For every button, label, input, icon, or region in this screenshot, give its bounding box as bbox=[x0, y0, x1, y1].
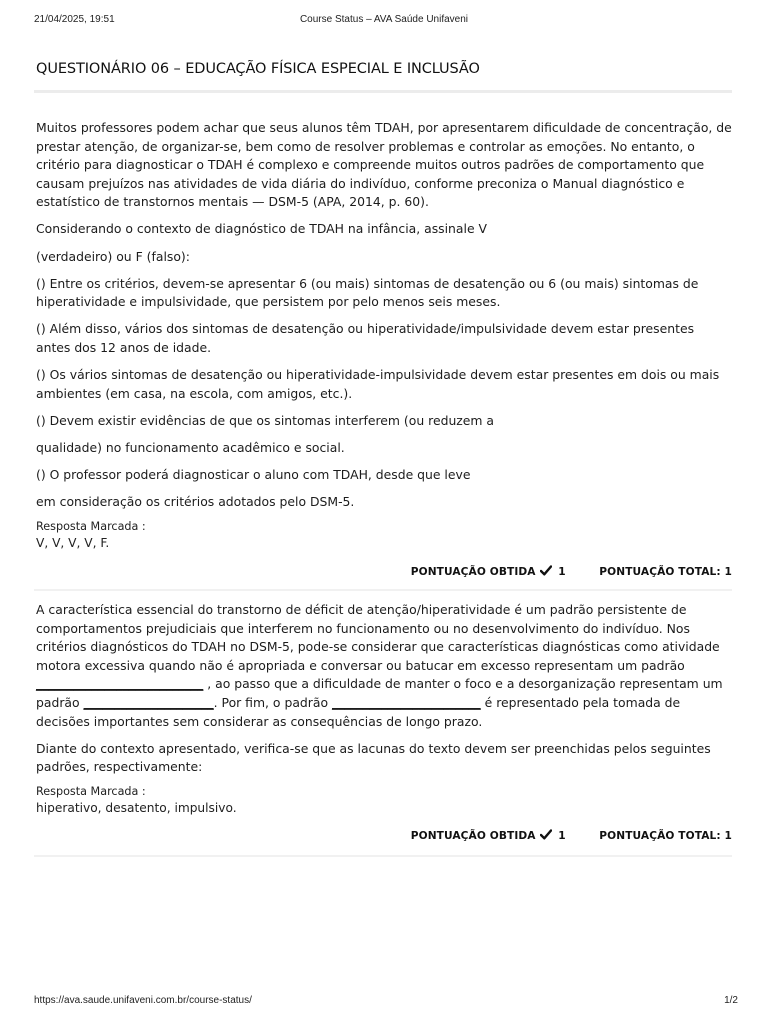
check-icon bbox=[540, 829, 552, 840]
question-1-statement: qualidade) no funcionamento acadêmico e social. bbox=[36, 439, 345, 455]
score-obtained-value: 1 bbox=[558, 566, 566, 578]
title-divider bbox=[34, 90, 732, 93]
score-row bbox=[411, 565, 732, 578]
blank-line: ________________________ bbox=[332, 694, 481, 710]
score-total-value: 1 bbox=[724, 830, 732, 842]
question-1-statement: () Devem existir evidências de que os sintomas interferem (ou reduzem a bbox=[36, 412, 495, 428]
print-document-title: Course Status – AVA Saúde Unifaveni bbox=[299, 14, 469, 25]
question-2-paragraph bbox=[36, 601, 732, 731]
question-divider bbox=[34, 589, 732, 591]
question-1-paragraph: (verdadeiro) ou F (falso): bbox=[36, 248, 190, 264]
score-obtained-label: PONTUAÇÃO OBTIDA bbox=[410, 566, 536, 578]
question-2-text: , ao passo que a dificuldade de manter o foco e a desorganização representam um padrão bbox=[36, 676, 723, 710]
question-divider bbox=[34, 855, 732, 857]
print-datetime: 21/04/2025, 19:51 bbox=[34, 14, 115, 25]
question-1-statement: () Entre os critérios, devem-se apresentar 6 (ou mais) sintomas de desatenção ou 6 (ou mais) sintomas de hiperatividade e impulsividade, que persistem por pelo menos seis meses. bbox=[36, 275, 699, 310]
print-page-number: 1/2 bbox=[724, 995, 738, 1006]
question-2-text: A característica essencial do transtorno de déficit de atenção/hiperatividade é um padrão persistente de comportamentos prejudiciais que interferem no funcionamento ou no desenvolvimento do indivíduo. Nos critérios diagnósticos do TDAH no DSM-5, pode-se considerar que características diagnósticas como atividade motora excessiva quando não é apropriada e conversar ou batucar em excesso representam um padrão bbox=[36, 602, 720, 673]
question-1-statement: () Além disso, vários dos sintomas de desatenção ou hiperatividade/impulsividade devem estar presentes antes dos 12 anos de idade. bbox=[36, 321, 695, 355]
score-row bbox=[411, 829, 732, 842]
question-1 bbox=[36, 119, 732, 551]
page-title: QUESTIONÁRIO 06 – EDUCAÇÃO FÍSICA ESPECIAL E INCLUSÃO bbox=[36, 61, 480, 77]
answer-label: Resposta Marcada : bbox=[36, 520, 146, 534]
score-total-label: PONTUAÇÃO TOTAL: bbox=[599, 566, 721, 578]
answer-value: V, V, V, V, F. bbox=[36, 536, 110, 551]
question-2-text: é representado pela tomada de decisões importantes sem considerar as consequências de longo prazo. bbox=[36, 694, 681, 729]
question-1-paragraph: Considerando o contexto de diagnóstico de TDAH na infância, assinale V bbox=[36, 221, 487, 237]
answer-value: hiperativo, desatento, impulsivo. bbox=[36, 801, 237, 816]
question-2 bbox=[36, 601, 732, 816]
blank-line: _____________________ bbox=[83, 694, 214, 710]
score-obtained-value: 1 bbox=[558, 830, 566, 842]
question-1-paragraph: Muitos professores podem achar que seus alunos têm TDAH, por apresentarem dificuldade de concentração, de prestar atenção, de organizar-se, bem como de resolver problemas e controlar as emoções. No entanto, o critério para diagnosticar o TDAH é complexo e compreende muitos outros padrões de comportamento que causam prejuízos nas atividades de vida diária do indivíduo, conforme preconiza o Manual diagnóstico e estatístico de transtornos mentais — DSM-5 (APA, 2014, p. 60). bbox=[36, 120, 732, 210]
score-obtained-label: PONTUAÇÃO OBTIDA bbox=[410, 830, 536, 842]
score-total-label: PONTUAÇÃO TOTAL: bbox=[599, 830, 721, 842]
question-2-text: . Por fim, o padrão bbox=[213, 694, 329, 710]
print-header bbox=[0, 14, 768, 30]
answer-label: Resposta Marcada : bbox=[36, 785, 146, 799]
score-total-value: 1 bbox=[724, 566, 732, 578]
print-url: https://ava.saude.unifaveni.com.br/course-status/ bbox=[34, 995, 252, 1006]
blank-line: ___________________________ bbox=[36, 676, 204, 692]
question-1-statement: () Os vários sintomas de desatenção ou hiperatividade-impulsividade devem estar presentes em dois ou mais ambientes (em casa, na escola, com amigos, etc.). bbox=[36, 367, 720, 401]
question-2-paragraph: Diante do contexto apresentado, verifica-se que as lacunas do texto devem ser preenchidas pelos seguintes padrões, respectivamente: bbox=[36, 740, 711, 775]
question-1-statement: () O professor poderá diagnosticar o aluno com TDAH, desde que leve bbox=[36, 466, 471, 482]
print-footer bbox=[0, 995, 768, 1011]
question-1-statement: em consideração os critérios adotados pelo DSM-5. bbox=[36, 494, 355, 509]
check-icon bbox=[540, 565, 552, 576]
